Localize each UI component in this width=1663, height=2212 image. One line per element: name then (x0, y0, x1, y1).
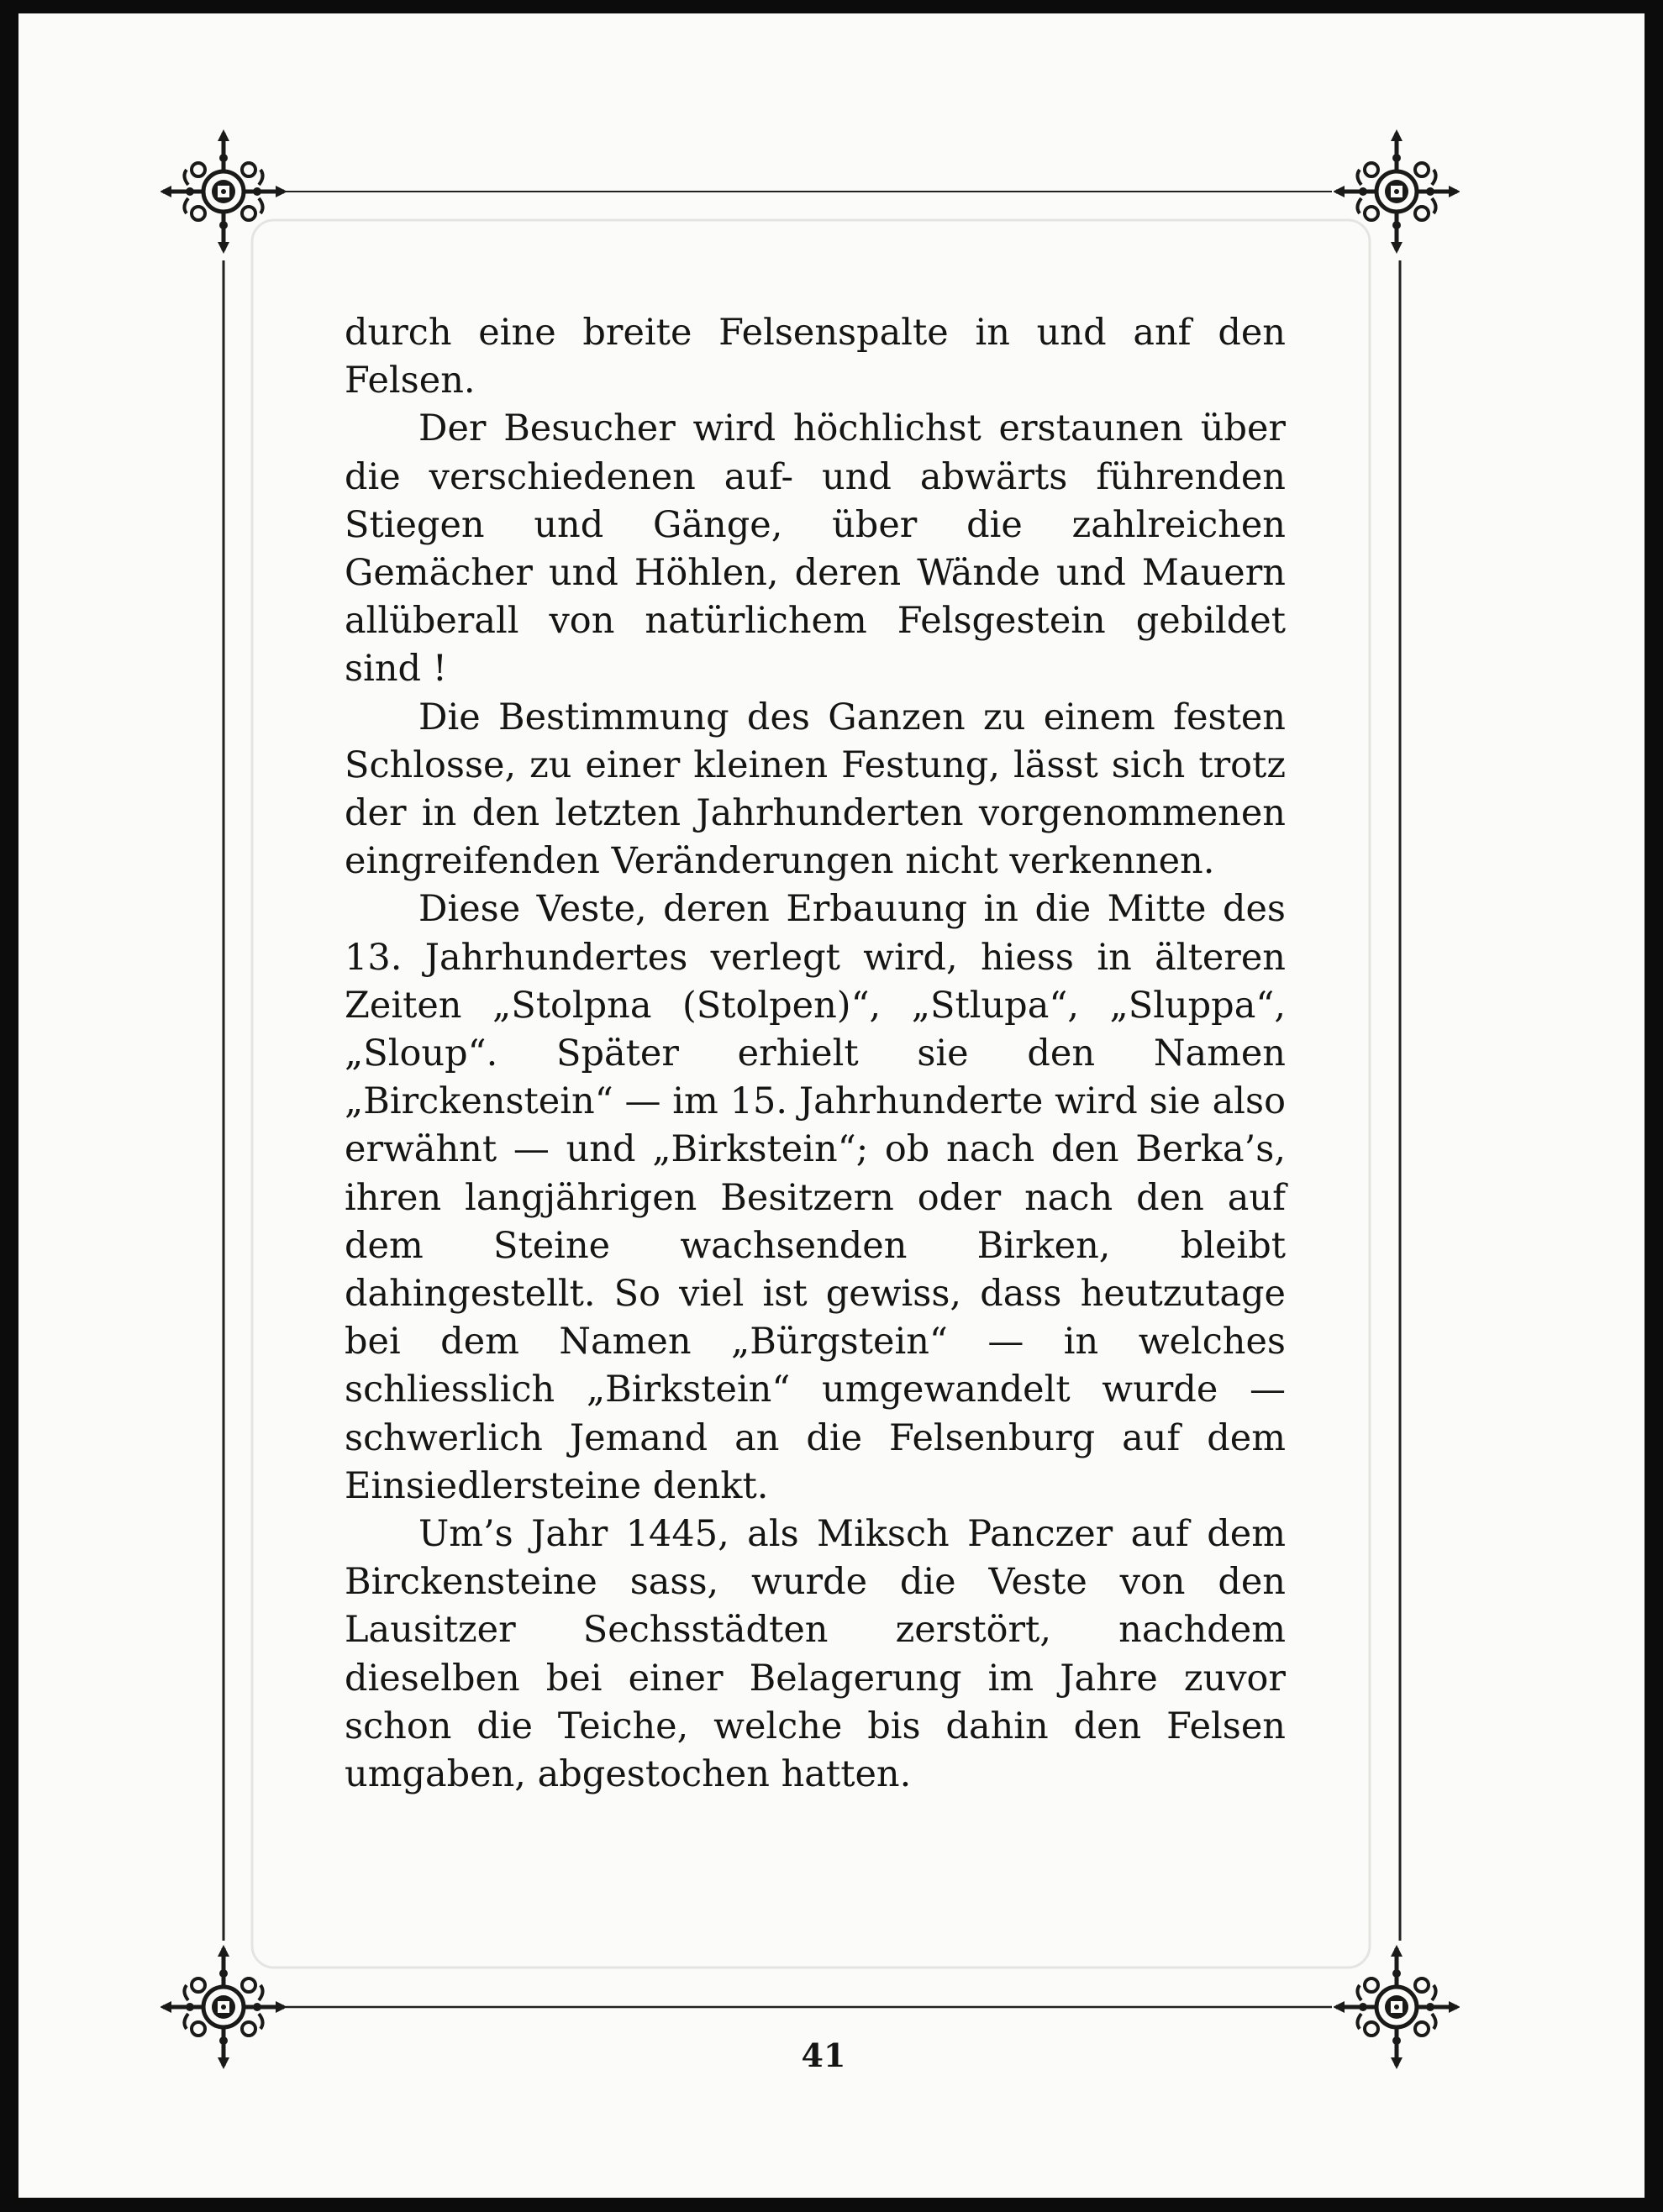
corner-ornament-bottom-right (1334, 1944, 1460, 2070)
corner-ornament-bottom-left (161, 1944, 287, 2070)
corner-ornament-top-left (161, 129, 287, 255)
corner-ornament-top-right (1334, 129, 1460, 255)
paragraph-3: Die Bestimmung des Ganzen zu einem festen Schlosse, zu einer kleinen Festung, lässt sich trotz der in den letzten Jahrhunderten vorgenommenen eingreifenden Veränderungen nicht verkennen. (345, 696, 1286, 883)
paragraph-2: Der Besucher wird höchlichst erstaunen über die verschiedenen auf- und abwärts führenden Stiegen und Gänge, über die zahlreichen Gemächer und Höhlen, deren Wände und Mauern allüberall von natürlichem Felsgestein gebildet sind ! (345, 407, 1286, 691)
page-number: 41 (801, 2036, 846, 2074)
paragraph-5: Um’s Jahr 1445, als Miksch Panczer auf dem Birckensteine sass, wurde die Veste von den Lausitzer Sechsstädten zerstört, nachdem dieselben bei einer Belagerung im Jahre zuvor schon die Teiche, welche bis dahin den Felsen umgaben, abgestochen hatten. (345, 1513, 1286, 1796)
body-text (345, 309, 1286, 1799)
paragraph-1: durch eine breite Felsenspalte in und anf den Felsen. (345, 312, 1286, 402)
paragraph-4: Diese Veste, deren Erbauung in die Mitte des 13. Jahrhundertes verlegt wird, hiess in älteren Zeiten „Stolpna (Stolpen)“, „Stlupa“, „Sluppa“, „Sloup“. Später erhielt sie den Namen „Birckenstein“ — im 15. Jahrhunderte wird sie also erwähnt — und „Birkstein“; ob nach den Berka’s, ihren langjährigen Besitzern oder nach den auf dem Steine wachsenden Birken, bleibt dahingestellt. So viel ist gewiss, dass heutzutage bei dem Namen „Bürgstein“ — in welches schliesslich „Birkstein“ umgewandelt wurde — schwerlich Jemand an die Felsenburg auf dem Einsiedlersteine denkt. (345, 888, 1286, 1507)
